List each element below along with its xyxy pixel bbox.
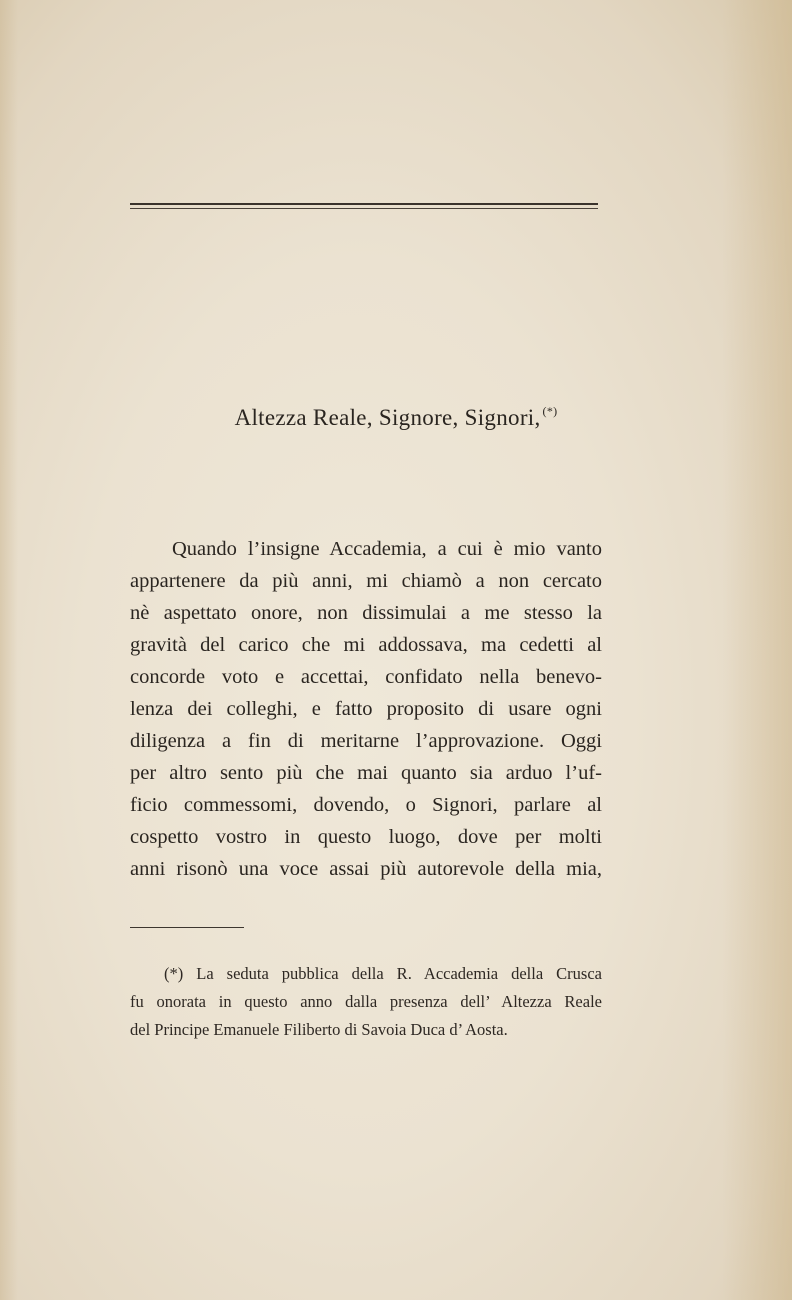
footnote-line: (*) La seduta pubblica della R. Accademia della Crusca <box>164 964 602 983</box>
body-line: nè aspettato onore, non dissimulai a me stesso la <box>130 602 602 624</box>
header-rule-thin <box>130 208 598 209</box>
body-line: lenza dei colleghi, e fatto proposito di usare ogni <box>130 698 602 720</box>
body-line: concorde voto e accettai, confidato nella benevo- <box>130 666 602 688</box>
salutation-text: Altezza Reale, Signore, Signori, <box>234 405 541 430</box>
salutation-heading <box>0 404 792 431</box>
body-line: diligenza a fin di meritarne l’approvazione. Oggi <box>130 730 602 752</box>
footnote <box>130 960 602 1044</box>
body-line: cospetto vostro in questo luogo, dove per molti <box>130 826 602 848</box>
header-rule-thick <box>130 203 598 205</box>
body-line: anni risonò una voce assai più autorevole della mia, <box>130 858 602 880</box>
body-line: appartenere da più anni, mi chiamò a non cercato <box>130 570 602 592</box>
body-line: Quando l’insigne Accademia, a cui è mio vanto <box>172 538 602 560</box>
salutation-note-mark: (*) <box>542 404 558 418</box>
body-line: gravità del carico che mi addossava, ma cedetti al <box>130 634 602 656</box>
body-line: ficio commessomi, dovendo, o Signori, parlare al <box>130 794 602 816</box>
footnote-line: fu onorata in questo anno dalla presenza dell’ Altezza Reale <box>130 992 602 1011</box>
body-paragraph <box>130 533 602 885</box>
footnote-line: del Principe Emanuele Filiberto di Savoia Duca d’ Aosta. <box>130 1020 508 1039</box>
body-line: per altro sento più che mai quanto sia arduo l’uf- <box>130 762 602 784</box>
header-double-rule <box>130 203 598 209</box>
footnote-separator <box>130 927 244 928</box>
